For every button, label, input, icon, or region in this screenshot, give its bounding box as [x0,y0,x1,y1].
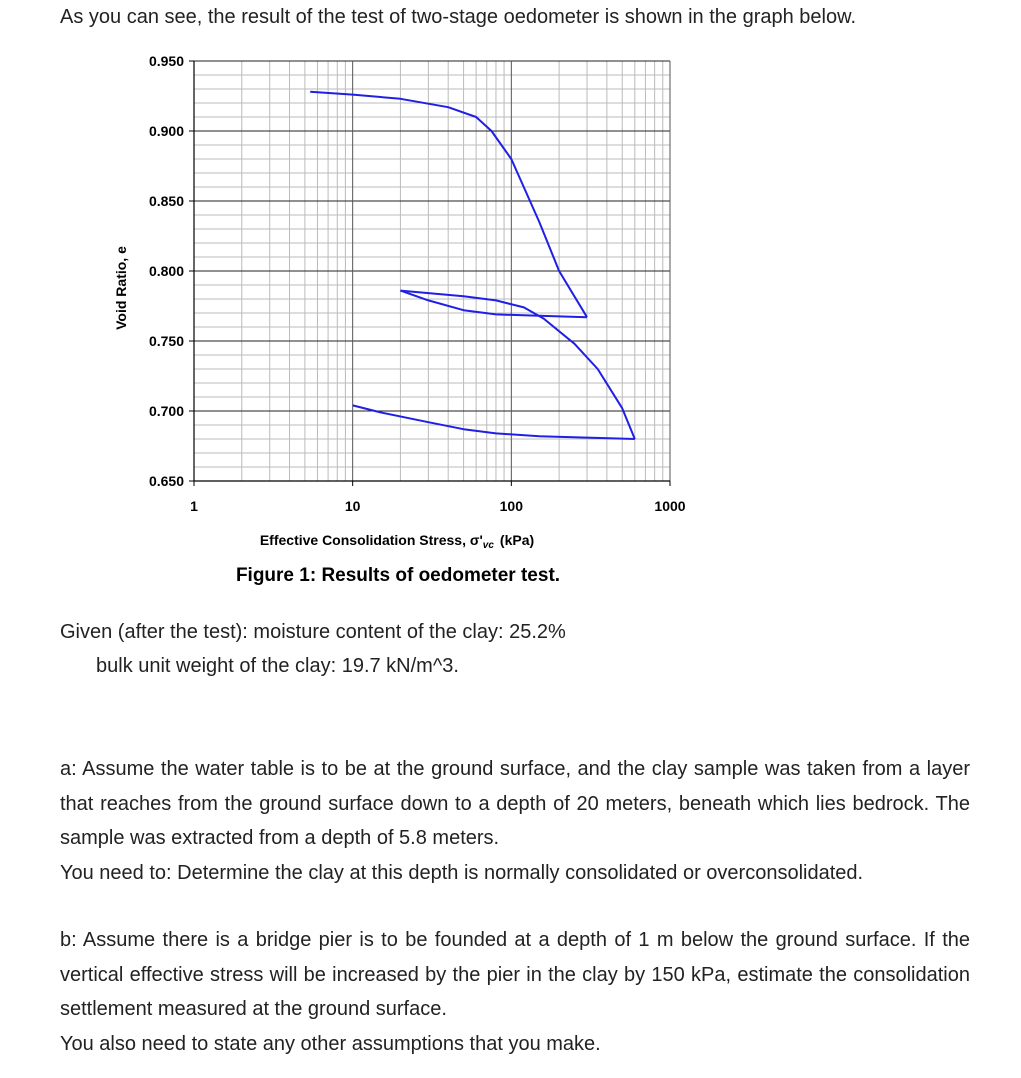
question-a [60,752,970,890]
chart-series [310,92,635,439]
y-tick-label: 0.900 [148,123,184,139]
y-tick-labels [149,53,184,489]
y-tick-label: 0.800 [148,263,184,279]
question-a-text: a: Assume the water table is to be at the ground surface, and the clay sample was taken from a layer that reaches from the ground surface down to a depth of 20 meters, beneath which lies bedrock. The sample was extracted from a depth of 5.8 meters. [60,758,970,849]
x-tick-label: 1000 [654,498,686,514]
given-unit-weight: bulk unit weight of the clay: 19.7 kN/m^3. [96,655,459,677]
y-tick-label: 0.950 [148,53,184,69]
given-moisture-content: Given (after the test): moisture content of the clay: 25.2% [60,621,566,643]
intro-text: As you can see, the result of the test of two-stage oedometer is shown in the graph below. [60,6,857,28]
x-axis-label-main: Effective Consolidation Stress, σ' [259,532,483,548]
x-tick-label: 10 [344,498,361,514]
series-line-stage-2-unloading [353,405,635,439]
question-b [60,923,970,1061]
x-axis-label [260,532,534,551]
question-b-task: You also need to state any other assumptions that you make. [60,1032,601,1055]
chart-grid [194,61,670,481]
y-tick-label: 0.750 [148,333,184,349]
x-tick-label: 100 [499,498,524,514]
y-axis-label: Void Ratio, e [113,246,129,330]
x-tick-label: 1 [190,498,198,514]
x-tick-labels [190,498,686,514]
question-a-task: You need to: Determine the clay at this depth is normally consolidated or overconsolidated. [60,861,864,884]
y-tick-label: 0.650 [148,473,184,489]
oedometer-chart [100,40,720,590]
x-axis-label-sub: vc [482,540,494,551]
y-tick-label: 0.850 [148,193,184,209]
x-axis-label-unit: (kPa) [499,532,535,548]
question-b-text: b: Assume there is a bridge pier is to be founded at a depth of 1 m below the ground surface. If the vertical effective stress will be increased by the pier in the clay by 150 kPa, estimate the consolidation settlement measured at the ground surface. [60,929,970,1020]
figure-caption: Figure 1: Results of oedometer test. [235,565,561,586]
y-tick-label: 0.700 [148,403,184,419]
